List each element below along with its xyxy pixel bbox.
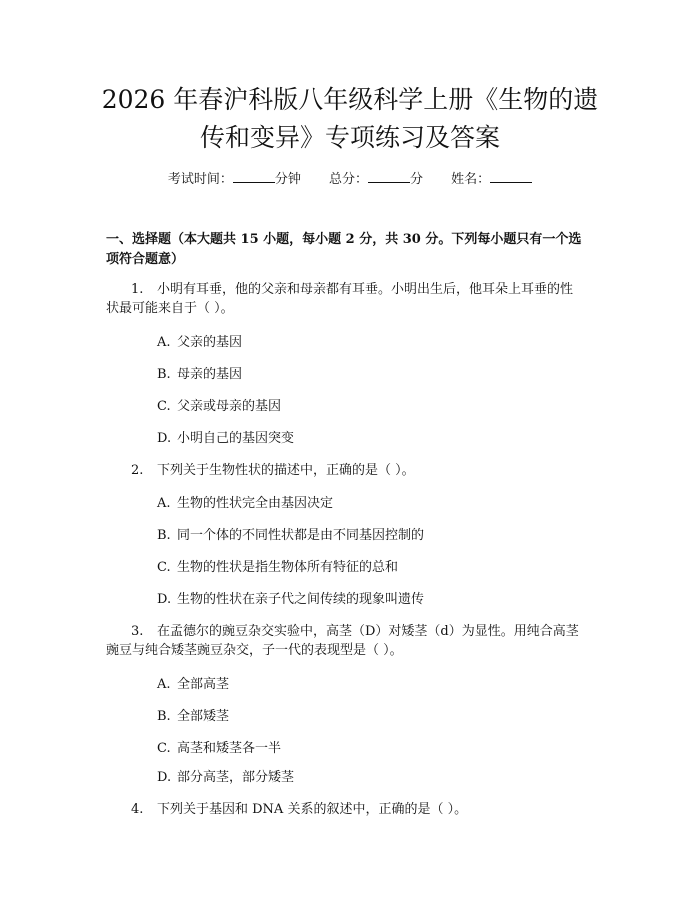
option-letter: A. (157, 335, 171, 350)
question-2-option-b (157, 526, 424, 546)
exam-name (451, 172, 532, 187)
exam-name-label: 姓名： (451, 172, 491, 187)
option-text: 小明自己的基因突变 (177, 431, 295, 446)
option-text: 母亲的基因 (177, 367, 243, 382)
option-text: 全部高茎 (177, 677, 230, 692)
question-4-line1 (131, 800, 467, 820)
option-text: 父亲或母亲的基因 (177, 399, 282, 414)
question-1-option-a (157, 333, 242, 353)
question-1-line1 (131, 280, 573, 300)
question-3-line2: 豌豆与纯合矮茎豌豆杂交，子一代的表现型是（ ）。 (106, 643, 403, 658)
exam-score-blank (368, 170, 410, 183)
question-3-line1 (131, 622, 579, 642)
exam-name-blank (490, 170, 532, 183)
question-2-option-d (157, 590, 424, 610)
option-letter: C. (157, 741, 171, 756)
exam-time (168, 172, 301, 187)
option-letter: A. (157, 496, 171, 511)
option-letter: B. (157, 528, 171, 543)
exam-score-label: 总分： (328, 172, 368, 187)
question-1-line2: 状最可能来自于（ ）。 (106, 301, 234, 316)
exam-info (0, 168, 700, 187)
section-heading-line2: 项符合题意） (106, 252, 185, 267)
option-text: 部分高茎，部分矮茎 (177, 770, 295, 785)
question-number: 4. (131, 802, 144, 817)
question-number: 3. (131, 624, 144, 639)
option-letter: B. (157, 709, 171, 724)
exam-score-unit: 分 (410, 172, 424, 187)
question-3-option-d (157, 768, 294, 788)
question-1-option-b (157, 365, 242, 385)
option-letter: C. (157, 560, 171, 575)
option-text: 生物的性状完全由基因决定 (177, 496, 334, 511)
option-text: 高茎和矮茎各一半 (177, 741, 282, 756)
option-letter: D. (157, 770, 172, 785)
question-3-option-c (157, 739, 281, 759)
question-3-option-a (157, 675, 229, 695)
option-text: 生物的性状在亲子代之间传续的现象叫遗传 (177, 592, 425, 607)
option-letter: B. (157, 367, 171, 382)
exam-time-unit: 分钟 (274, 172, 301, 187)
option-text: 同一个体的不同性状都是由不同基因控制的 (177, 528, 425, 543)
option-text: 父亲的基因 (177, 335, 243, 350)
exam-time-blank (233, 170, 275, 183)
question-3-option-b (157, 707, 229, 727)
exam-score (329, 172, 423, 187)
option-letter: A. (157, 677, 171, 692)
question-number: 1. (131, 282, 144, 297)
section-heading-line1: 一、选择题（本大题共 15 小题，每小题 2 分，共 30 分。下列每小题只有一个选 (106, 232, 582, 247)
question-1-option-c (157, 397, 281, 417)
question-number: 2. (131, 463, 144, 478)
question-text: 小明有耳垂，他的父亲和母亲都有耳垂。小明出生后，他耳朵上耳垂的性 (157, 282, 574, 297)
option-letter: C. (157, 399, 171, 414)
question-text: 在孟德尔的豌豆杂交实验中，高茎（D）对矮茎（d）为显性。用纯合高茎 (157, 624, 579, 639)
question-2-option-c (157, 558, 398, 578)
option-text: 生物的性状是指生物体所有特征的总和 (177, 560, 399, 575)
option-letter: D. (157, 431, 172, 446)
question-2-option-a (157, 494, 333, 514)
question-1-option-d (157, 429, 294, 449)
document-title-line2: 传和变异》专项练习及答案 (199, 123, 500, 152)
option-text: 全部矮茎 (177, 709, 230, 724)
question-text: 下列关于生物性状的描述中，正确的是（ ）。 (157, 463, 415, 478)
option-letter: D. (157, 592, 172, 607)
question-2-line1 (131, 461, 415, 481)
question-text: 下列关于基因和 DNA 关系的叙述中，正确的是（ ）。 (157, 802, 468, 817)
document-title-line1: 2026 年春沪科版八年级科学上册《生物的遗 (101, 85, 599, 114)
exam-time-label: 考试时间： (167, 172, 233, 187)
